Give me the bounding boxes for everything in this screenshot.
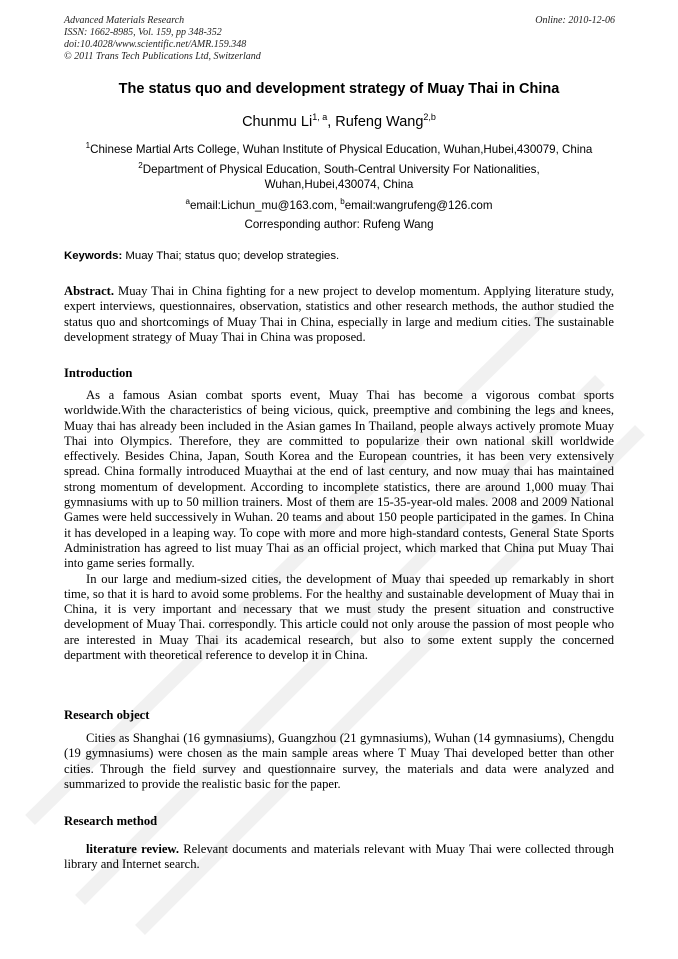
abstract-label: Abstract. — [64, 284, 115, 298]
keywords-text: Muay Thai; status quo; develop strategies. — [122, 250, 340, 262]
section-heading-research-method: Research method — [64, 814, 158, 828]
author-separator: , — [327, 113, 336, 130]
abstract — [64, 284, 614, 345]
affiliation-2-line1: Department of Physical Education, South-Central University For Nationalities, — [142, 162, 540, 176]
research-method-body — [64, 842, 614, 873]
research-object-body — [64, 731, 614, 792]
literature-review-text: Relevant documents and materials relevant with Muay Thai were collected through library and Internet search. — [64, 842, 614, 872]
publication-info — [64, 15, 261, 63]
author-2-sup: 2,b — [423, 112, 436, 122]
affiliation-1-text: Chinese Martial Arts College, Wuhan Institute of Physical Education, Wuhan,Hubei,430079, China — [90, 142, 593, 156]
introduction-paragraph-1: As a famous Asian combat sports event, Muay Thai has become a vigorous combat sports worldwide.With the characteristics of being vicious, quick, preemptive and combining the legs and knees, Muay thai has already been included in the Asian games In Thailand, people always actively promote Muay Thai into Olympics. Therefore, they are committed to popularize their own national skill worldwide effectively. Besides China, Japan, South Korea and the European countries, it has been very extensively spread. China formally introduced Muaythai at the end of last century, and now muay thai has maintained strong momentum of development. According to incomplete statistics, there are around 1,000 muay Thai gymnasiums with up to 50 million trainers. Most of them are 15-35-year-old males. 2008 and 2009 National Games were held successively in Wuhan. 20 teams and about 150 people participated in the games. In China it has developed in a leaping way. To cope with more and more high-standard contests, General State Sports Administration has agreed to list muay Thai as an official project, which marked that China put Muay Thai into game series formally. — [64, 388, 614, 571]
issn: ISSN: 1662-8985, Vol. 159, pp 348-352 — [64, 27, 222, 38]
email-a: email:Lichun_mu@163.com, — [189, 198, 341, 212]
affiliation-2-sup: 2 — [138, 161, 143, 170]
literature-review-label: literature review. — [86, 842, 179, 856]
email-line — [40, 194, 638, 213]
keywords-label: Keywords: — [64, 250, 123, 262]
author-line — [40, 112, 638, 130]
corresponding-author: Corresponding author: Rufeng Wang — [244, 218, 434, 231]
introduction-paragraph-2: In our large and medium-sized cities, the development of Muay thai speeded up remarkably in short time, so that it is hard to avoid some problems. For the healthy and sustainable development of Muay thai in China, it is very important and necessary that we must study the present situation and constructive development of Muay Thai. correspondly. This article could not only arouse the passion of most people who are interested in Muay Thai its academical research, but also to some extent supply the concerned department with theoretical reference to develop it in China. — [64, 571, 614, 663]
section-heading-introduction: Introduction — [64, 366, 133, 380]
copyright: © 2011 Trans Tech Publications Ltd, Switzerland — [64, 51, 261, 62]
author-2: Rufeng Wang — [335, 113, 424, 130]
affiliation-1-sup: 1 — [85, 141, 91, 150]
online-date: Online: 2010-12-06 — [535, 15, 615, 26]
email-b: email:wangrufeng@126.com — [344, 198, 493, 212]
section-heading-research-object: Research object — [64, 708, 150, 722]
author-1-sup: 1, a — [312, 112, 328, 122]
paper-title: The status quo and development strategy of Muay Thai in China — [118, 81, 560, 97]
email-b-sup: b — [340, 197, 345, 206]
journal-name: Advanced Materials Research — [64, 15, 185, 26]
email-a-sup: a — [185, 197, 190, 206]
abstract-text: Muay Thai in China fighting for a new project to develop momentum. Applying literature study, expert interviews, questionnaires, observation, statistics and other research methods, the author studied the status quo and shortcomings of Muay Thai in China, especially in large and medium cities. The sustainable development strategy of Muay Thai in China was proposed. — [64, 284, 614, 344]
author-1: Chunmu Li — [242, 113, 313, 130]
research-object-paragraph: Cities as Shanghai (16 gymnasiums), Guangzhou (21 gymnasiums), Wuhan (14 gymnasiums), Chengdu (19 gymnasiums) were chosen as the main sample areas where T Muay Thai developed better than other cities. Through the field survey and questionnaire survey, the materials and data were analyzed and summarized to provide the realistic basic for the paper. — [64, 731, 614, 791]
affiliation-1 — [40, 138, 638, 157]
doi: doi:10.4028/www.scientific.net/AMR.159.348 — [64, 39, 247, 50]
keywords — [64, 250, 339, 262]
affiliation-2-line2: Wuhan,Hubei,430074, China — [264, 177, 414, 191]
introduction-body — [64, 388, 614, 663]
affiliation-2 — [40, 158, 638, 192]
